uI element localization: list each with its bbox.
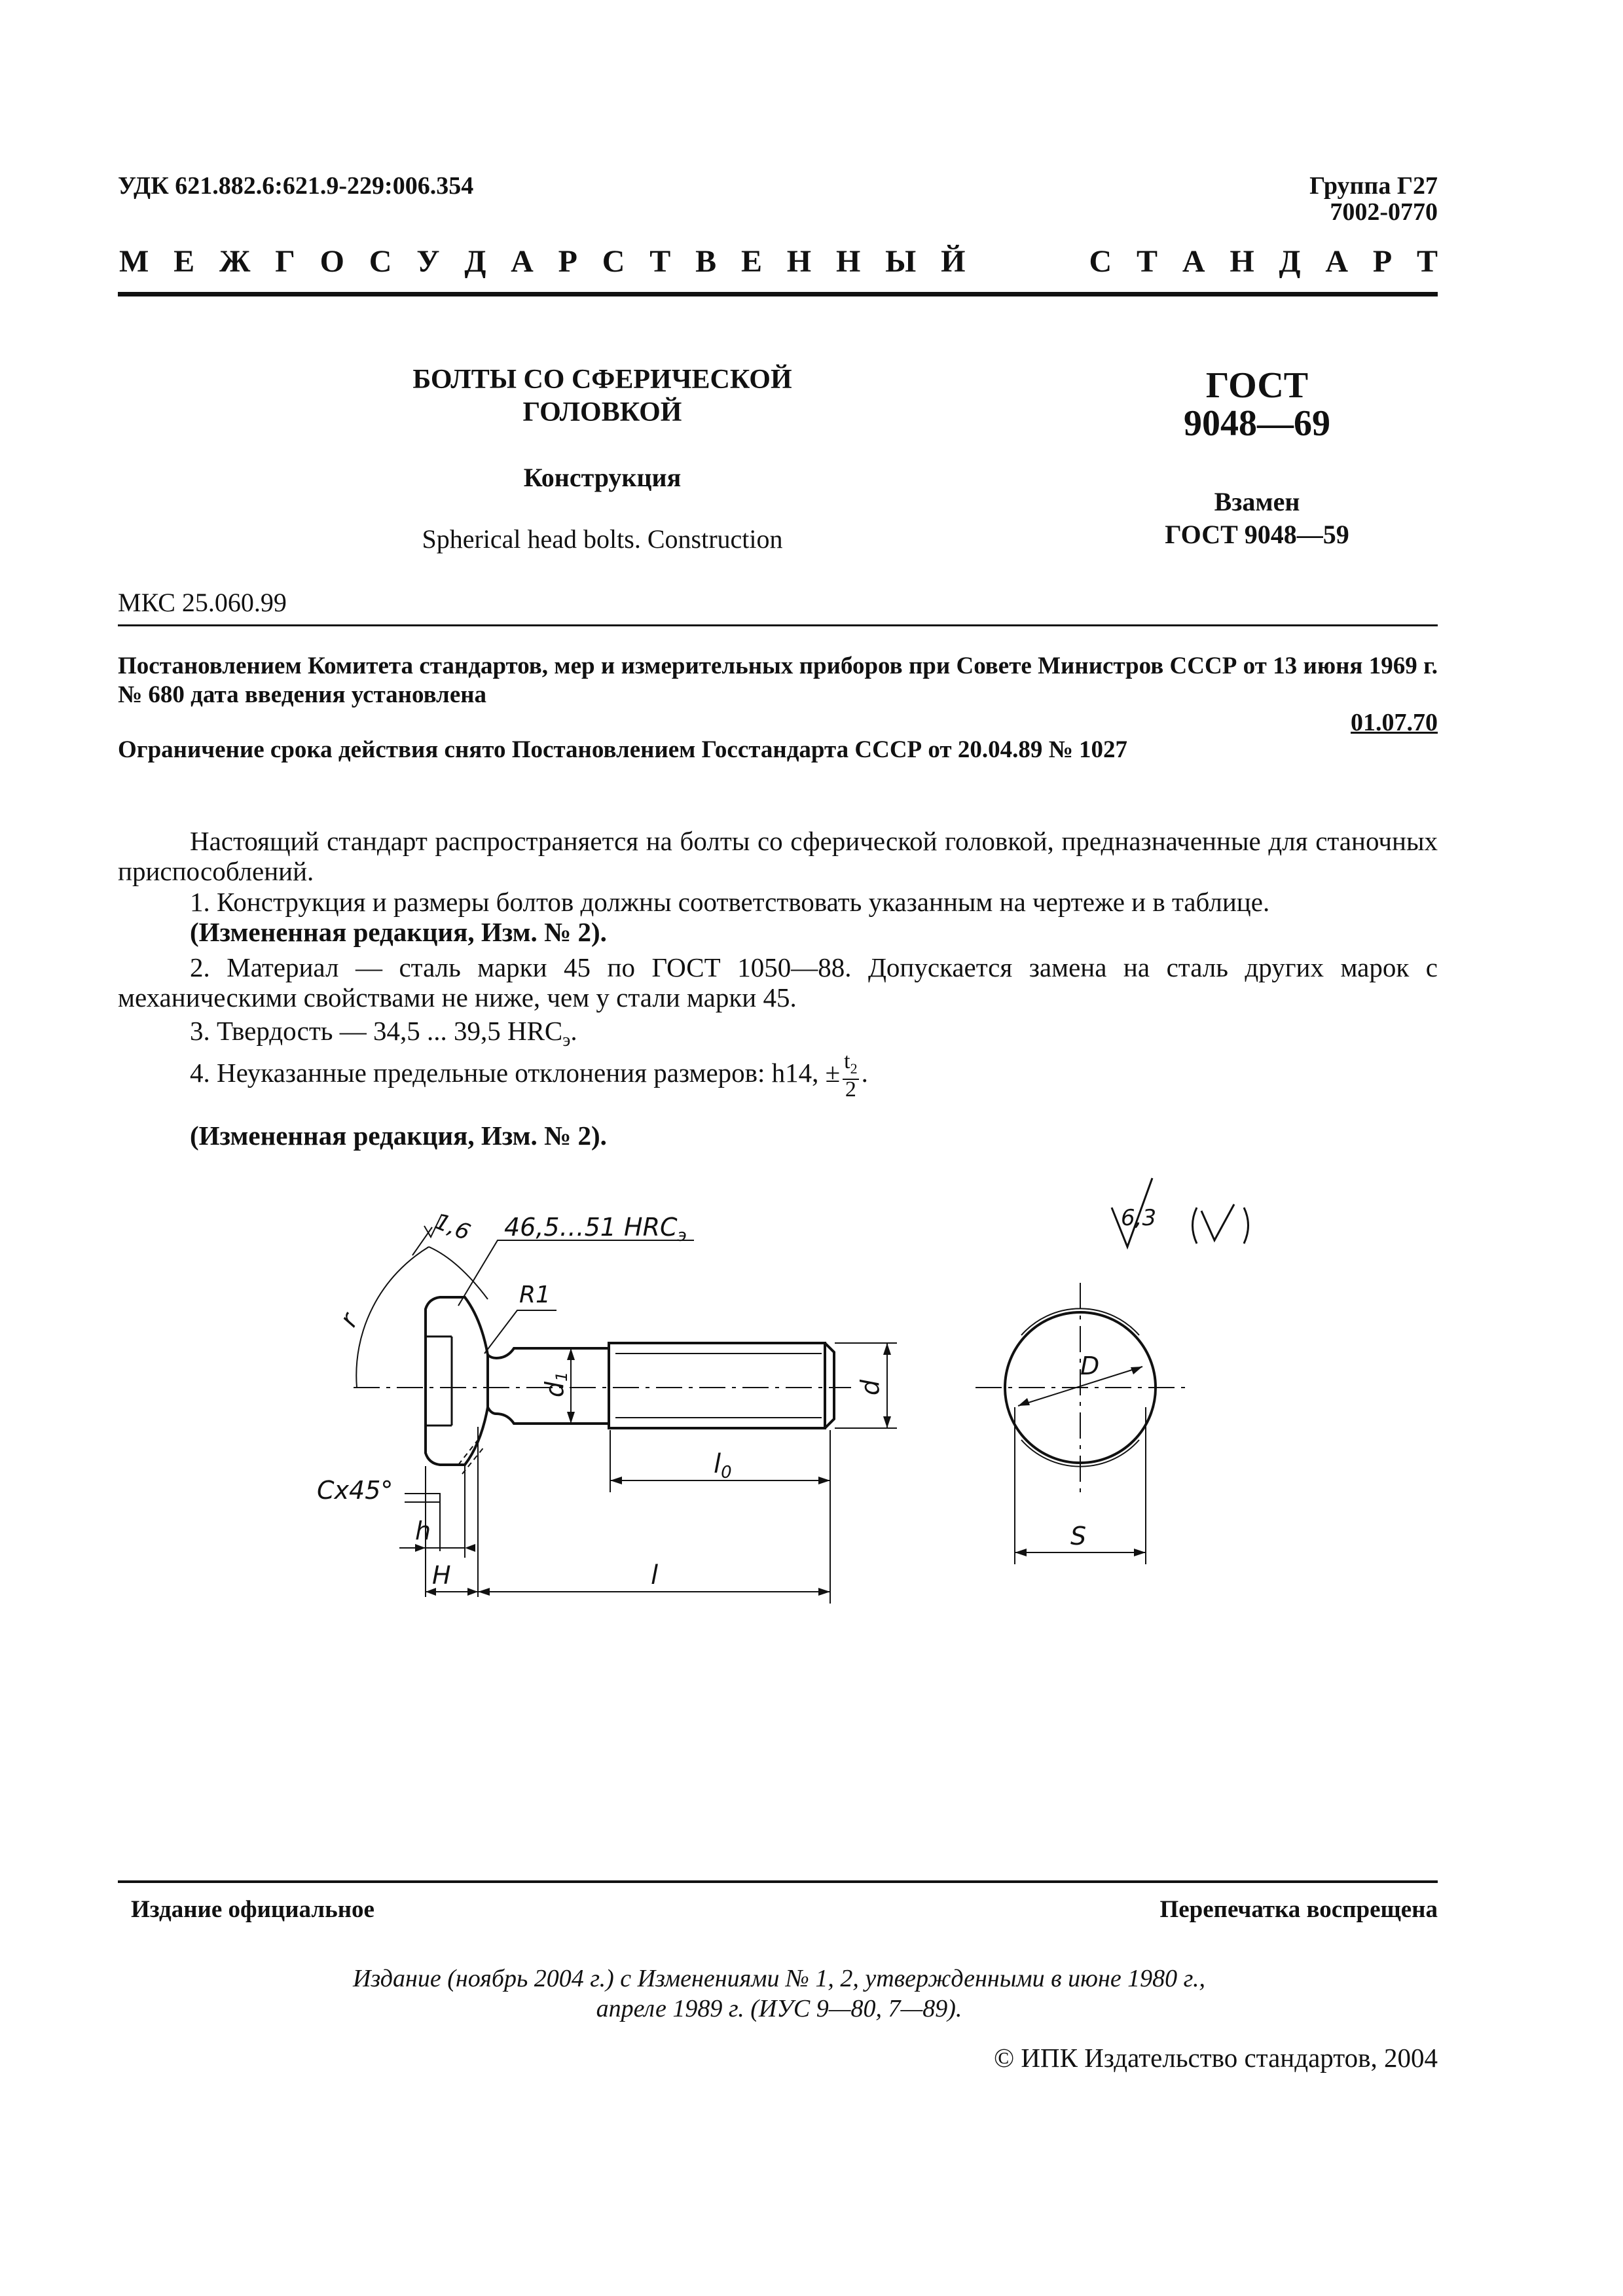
D-label: D	[1080, 1352, 1100, 1380]
edition-line-2: апреле 1989 г. (ИУС 9—80, 7—89).	[596, 1995, 962, 2022]
l-label: l	[651, 1560, 659, 1590]
english-title: Spherical head bolts. Construction	[422, 524, 783, 554]
clause-3-sub: э	[562, 1030, 571, 1051]
S-label: S	[1070, 1522, 1087, 1551]
introduction-date: 01.07.70	[1351, 709, 1438, 736]
l0-label	[714, 1449, 732, 1482]
chamfer-label: Cx45°	[317, 1476, 393, 1505]
d-label: d	[856, 1379, 884, 1395]
clause-4-end: .	[861, 1058, 868, 1088]
fraction-denominator: 2	[845, 1077, 856, 1102]
general-roughness-label: 6,3	[1121, 1205, 1157, 1231]
bolt-end-chamfer	[825, 1343, 834, 1428]
d1-sub: 1	[553, 1371, 571, 1382]
l0-sub: 0	[721, 1463, 732, 1482]
footer-rule	[118, 1880, 1438, 1883]
r-label: r	[333, 1308, 364, 1332]
numerator-t: t	[844, 1049, 850, 1074]
hardness-value: 46,5…51 HRC	[504, 1213, 678, 1242]
hardness-sub: э	[677, 1226, 687, 1246]
clause-4-text: 4. Неуказанные предельные отклонения размеров: h14, ±	[190, 1058, 841, 1088]
edition-note	[262, 1964, 1296, 2024]
bolt-side-view	[426, 1297, 834, 1465]
title-line-1: БОЛТЫ СО СФЕРИЧЕСКОЙ	[412, 365, 792, 395]
clause-4-change-note: (Измененная редакция, Изм. № 2).	[190, 1121, 607, 1151]
radius-arc	[356, 1247, 429, 1388]
radius-arc-continuation	[429, 1247, 488, 1299]
d1-label	[540, 1372, 571, 1397]
clause-1-change-note: (Измененная редакция, Изм. № 2).	[190, 917, 607, 947]
thread-root-lines	[615, 1354, 822, 1418]
head-chamfer-lines	[426, 1336, 452, 1426]
gost-label: ГОСТ	[1205, 365, 1309, 406]
banner-text: М Е Ж Г О С У Д А Р С Т В Е Н Н Ы Й С Т А Н Д А Р Т	[119, 244, 1438, 279]
numerator-sub: 2	[850, 1060, 858, 1077]
title-line-2: ГОЛОВКОЙ	[522, 397, 682, 427]
replaces-standard: ГОСТ 9048—59	[1165, 520, 1349, 549]
l0-letter: l	[714, 1449, 721, 1479]
classifier-code: 7002-0770	[1330, 198, 1438, 226]
udk-code: УДК 621.882.6:621.9-229:006.354	[118, 172, 474, 200]
intro-paragraph: Настоящий стандарт распространяется на болты со сферической головкой, предназначенные для станочных приспособлений.	[118, 826, 1438, 886]
clause-3-text: 3. Твердость — 34,5 ... 39,5 HRC	[190, 1016, 563, 1046]
group-code: Группа Г27	[1309, 172, 1438, 200]
d1-letter: d	[540, 1381, 569, 1397]
bolt-thread	[609, 1343, 825, 1428]
hardness-label	[504, 1213, 687, 1246]
end-centerlines	[976, 1283, 1185, 1492]
r1-label: R1	[519, 1282, 551, 1308]
clause-2: 2. Материал — сталь марки 45 по ГОСТ 1050—88. Допускается замена на сталь других марок с механическими свойствами не ниже, чем у стали марки 45.	[118, 952, 1438, 1013]
gost-number: 9048—69	[1184, 403, 1330, 444]
document-subtitle: Конструкция	[523, 463, 682, 492]
clause-3-end: .	[570, 1016, 577, 1046]
clause-1: 1. Конструкция и размеры болтов должны соответствовать указанным на чертеже и в таблице.	[190, 887, 1270, 917]
copyright: © ИПК Издательство стандартов, 2004	[993, 2043, 1438, 2073]
roughness-bracket-symbol	[1193, 1204, 1249, 1244]
official-edition: Издание официальное	[131, 1896, 374, 1923]
replaces-label: Взамен	[1214, 487, 1300, 516]
hardness-leader	[458, 1240, 694, 1306]
edition-line-1: Издание (ноябрь 2004 г.) с Изменениями № 1, 2, утвержденными в июне 1980 г.,	[352, 1965, 1206, 1992]
h-label: h	[415, 1516, 431, 1545]
limitation-note: Ограничение срока действия снято Постановлением Госстандарта СССР от 20.04.89 № 1027	[118, 736, 1128, 763]
reprint-prohibited: Перепечатка воспрещена	[1159, 1896, 1438, 1923]
head-roughness-label: 1,6	[431, 1208, 474, 1246]
mks-code: МКС 25.060.99	[118, 588, 287, 617]
H-label: H	[432, 1561, 451, 1590]
decree-text: Постановлением Комитета стандартов, мер и измерительных приборов при Совете Министров СССР от 13 июня 1969 г. № 680 дата введения установлена	[118, 653, 1438, 708]
